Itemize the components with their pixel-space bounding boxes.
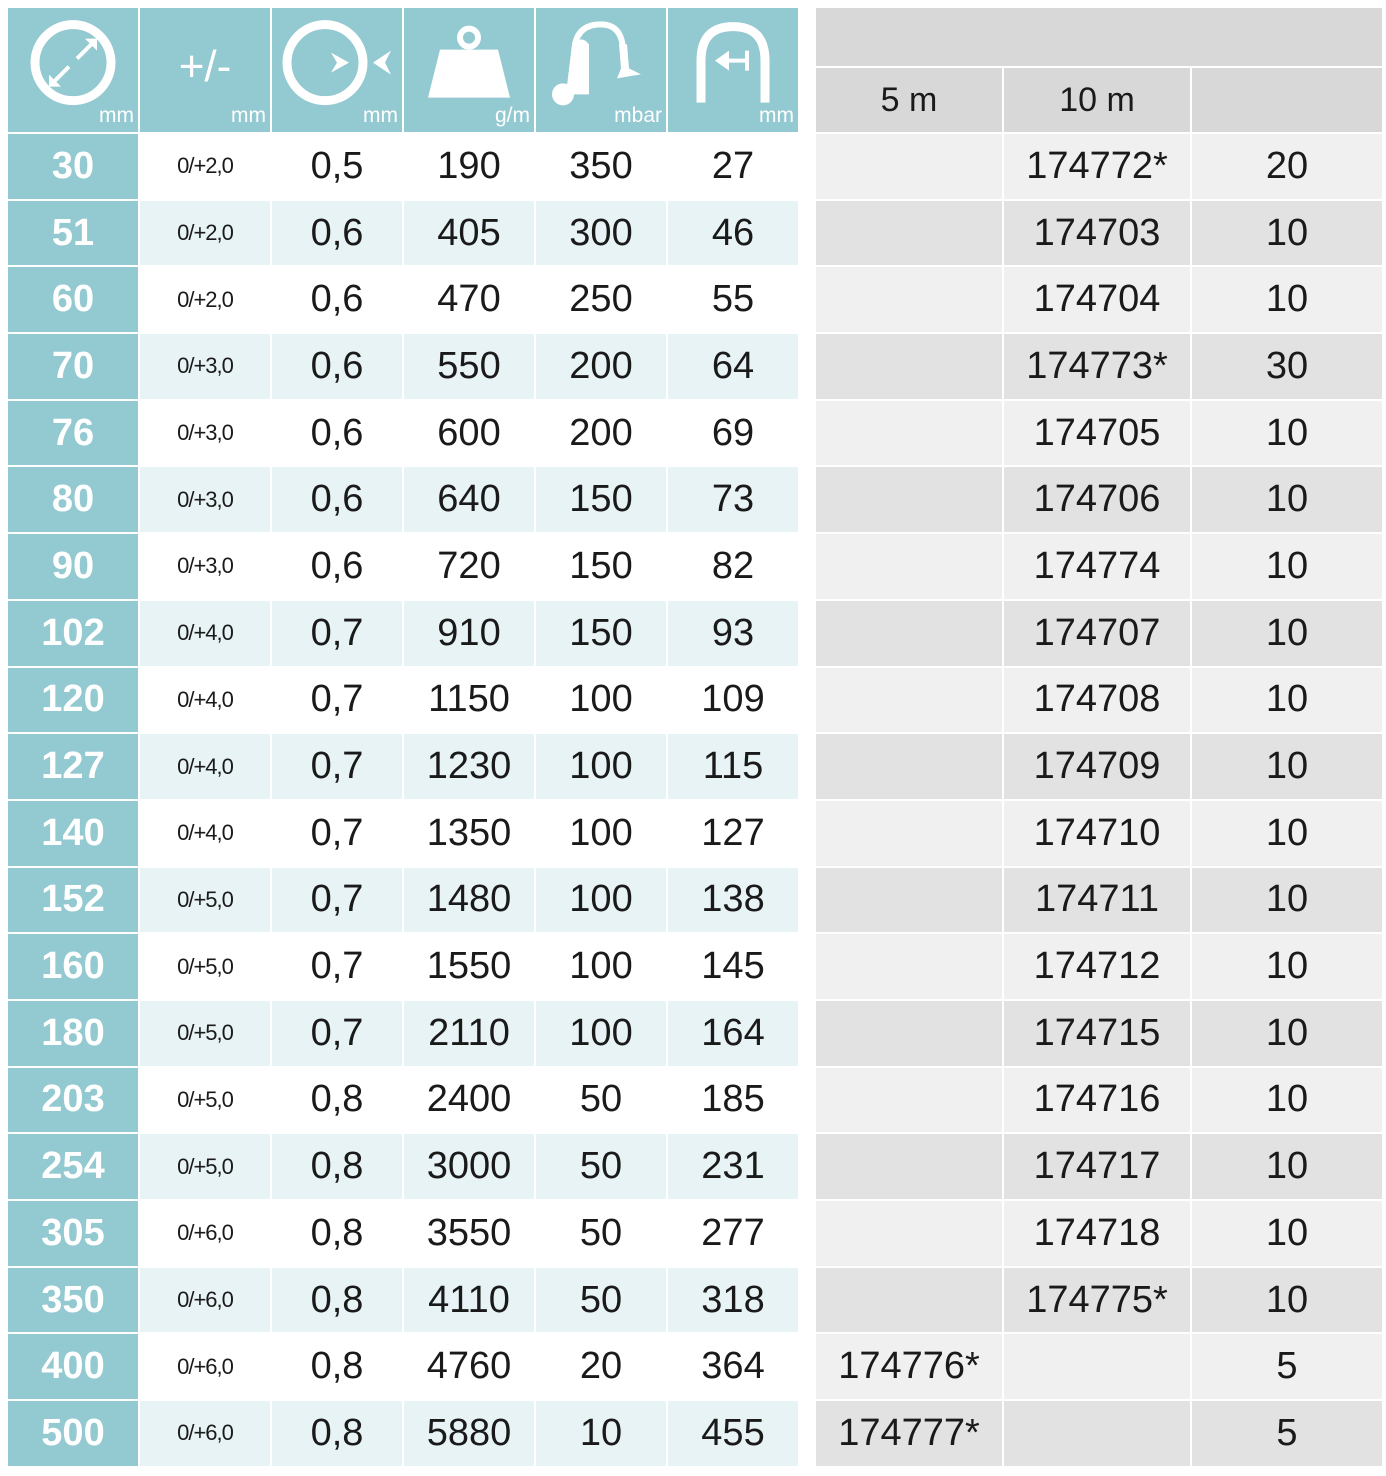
- weight-cell: 4110: [404, 1268, 534, 1333]
- table-row: [8, 1201, 798, 1266]
- tolerance-cell: 0/+4,0: [140, 601, 270, 666]
- quantity-cell: 5: [1192, 1332, 1382, 1399]
- wall-thickness-cell: 0,6: [272, 201, 402, 266]
- weight-cell: 3550: [404, 1201, 534, 1266]
- wall-thickness-cell: 0,6: [272, 534, 402, 599]
- quantity-cell: 30: [1192, 332, 1382, 399]
- bend-radius-cell: 127: [668, 801, 798, 866]
- vacuum-cell: 250: [536, 267, 666, 332]
- unit-label: mbar: [614, 104, 662, 127]
- vacuum-cell: 50: [536, 1134, 666, 1199]
- tolerance-cell: 0/+5,0: [140, 868, 270, 933]
- table-row: [8, 201, 798, 266]
- wall-thickness-cell: 0,7: [272, 868, 402, 933]
- wall-thickness-cell: 0,5: [272, 134, 402, 199]
- weight-cell: 1230: [404, 734, 534, 799]
- vacuum-cell: 150: [536, 534, 666, 599]
- article-10m-cell: 174717: [1004, 1132, 1190, 1199]
- tolerance-cell: 0/+6,0: [140, 1401, 270, 1466]
- col-10m: 10 m: [1004, 66, 1190, 132]
- tolerance-cell: 0/+6,0: [140, 1201, 270, 1266]
- vacuum-cell: 100: [536, 934, 666, 999]
- article-5m-cell: 174777*: [816, 1399, 1002, 1466]
- wall-thickness-cell: 0,7: [272, 601, 402, 666]
- diameter-cell: 102: [8, 601, 138, 666]
- table-row: [8, 1268, 798, 1333]
- bend-radius-cell: 82: [668, 534, 798, 599]
- diameter-cell: 60: [8, 267, 138, 332]
- wall-thickness-cell: 0,8: [272, 1201, 402, 1266]
- wall-thickness-cell: 0,8: [272, 1268, 402, 1333]
- bend-radius-cell: 145: [668, 934, 798, 999]
- header-bend-radius: [668, 8, 798, 132]
- vacuum-cell: 100: [536, 801, 666, 866]
- article-10m-cell: 174704: [1004, 265, 1190, 332]
- wall-thickness-cell: 0,7: [272, 801, 402, 866]
- article-5m-cell: [816, 666, 1002, 733]
- col-qty: [1192, 66, 1382, 132]
- bend-radius-cell: 109: [668, 668, 798, 733]
- article-10m-cell: 174774: [1004, 532, 1190, 599]
- diameter-cell: 30: [8, 134, 138, 199]
- wall-thickness-cell: 0,6: [272, 467, 402, 532]
- table-row: [8, 1401, 798, 1466]
- diameter-cell: 203: [8, 1068, 138, 1133]
- diameter-cell: 140: [8, 801, 138, 866]
- weight-cell: 1480: [404, 868, 534, 933]
- article-10m-cell: 174710: [1004, 799, 1190, 866]
- article-10m-cell: 174775*: [1004, 1266, 1190, 1333]
- tolerance-cell: 0/+4,0: [140, 734, 270, 799]
- bend-radius-cell: 115: [668, 734, 798, 799]
- tolerance-cell: 0/+5,0: [140, 934, 270, 999]
- tolerance-cell: 0/+2,0: [140, 134, 270, 199]
- table-row: [816, 1266, 1382, 1333]
- table-row: [816, 399, 1382, 466]
- specs-header-row: [8, 8, 798, 132]
- quantity-cell: 10: [1192, 399, 1382, 466]
- bend-radius-cell: 27: [668, 134, 798, 199]
- tolerance-cell: 0/+4,0: [140, 801, 270, 866]
- diameter-cell: 305: [8, 1201, 138, 1266]
- bend-radius-cell: 318: [668, 1268, 798, 1333]
- bend-radius-cell: 164: [668, 1001, 798, 1066]
- diameter-icon: [27, 17, 119, 109]
- weight-cell: 720: [404, 534, 534, 599]
- weight-cell: 910: [404, 601, 534, 666]
- table-row: [8, 401, 798, 466]
- table-row: [8, 868, 798, 933]
- quantity-cell: 10: [1192, 732, 1382, 799]
- weight-cell: 640: [404, 467, 534, 532]
- weight-cell: 1350: [404, 801, 534, 866]
- wall-thickness-icon: [279, 17, 395, 109]
- order-header-row: [816, 66, 1382, 132]
- article-5m-cell: [816, 599, 1002, 666]
- wall-thickness-cell: 0,7: [272, 1001, 402, 1066]
- order-header-band: [816, 8, 1382, 66]
- table-row: [816, 532, 1382, 599]
- bend-radius-cell: 46: [668, 201, 798, 266]
- tolerance-icon: +/-: [178, 42, 232, 91]
- quantity-cell: 10: [1192, 932, 1382, 999]
- table-row: [816, 1332, 1382, 1399]
- article-10m-cell: 174709: [1004, 732, 1190, 799]
- article-10m-cell: 174708: [1004, 666, 1190, 733]
- diameter-cell: 80: [8, 467, 138, 532]
- table-row: [8, 668, 798, 733]
- unit-label: g/m: [494, 104, 530, 127]
- table-row: [816, 999, 1382, 1066]
- diameter-cell: 350: [8, 1268, 138, 1333]
- bend-radius-icon: [687, 17, 779, 109]
- table-row: [816, 199, 1382, 266]
- diameter-cell: 500: [8, 1401, 138, 1466]
- article-10m-cell: 174703: [1004, 199, 1190, 266]
- table-row: [816, 1399, 1382, 1466]
- table-row: [8, 467, 798, 532]
- wall-thickness-cell: 0,7: [272, 934, 402, 999]
- tolerance-cell: 0/+3,0: [140, 401, 270, 466]
- article-5m-cell: [816, 1266, 1002, 1333]
- tolerance-cell: 0/+3,0: [140, 534, 270, 599]
- wall-thickness-cell: 0,6: [272, 267, 402, 332]
- article-5m-cell: 174776*: [816, 1332, 1002, 1399]
- diameter-cell: 127: [8, 734, 138, 799]
- quantity-cell: 10: [1192, 666, 1382, 733]
- table-row: [816, 265, 1382, 332]
- vacuum-cell: 20: [536, 1334, 666, 1399]
- diameter-cell: 180: [8, 1001, 138, 1066]
- article-5m-cell: [816, 132, 1002, 199]
- table-row: [816, 132, 1382, 199]
- quantity-cell: 10: [1192, 1199, 1382, 1266]
- vacuum-cell: 200: [536, 401, 666, 466]
- diameter-cell: 152: [8, 868, 138, 933]
- quantity-cell: 10: [1192, 532, 1382, 599]
- article-5m-cell: [816, 1199, 1002, 1266]
- table-row: [8, 934, 798, 999]
- quantity-cell: 10: [1192, 1066, 1382, 1133]
- table-row: [816, 1199, 1382, 1266]
- weight-cell: 2110: [404, 1001, 534, 1066]
- article-10m-cell: 174715: [1004, 999, 1190, 1066]
- article-5m-cell: [816, 199, 1002, 266]
- table-row: [8, 601, 798, 666]
- article-10m-cell: 174773*: [1004, 332, 1190, 399]
- article-10m-cell: 174707: [1004, 599, 1190, 666]
- header-weight: [404, 8, 534, 132]
- table-row: [8, 134, 798, 199]
- article-5m-cell: [816, 999, 1002, 1066]
- article-5m-cell: [816, 732, 1002, 799]
- table-row: [816, 866, 1382, 933]
- table-row: [8, 534, 798, 599]
- quantity-cell: 20: [1192, 132, 1382, 199]
- vacuum-cell: 100: [536, 734, 666, 799]
- table-row: [8, 267, 798, 332]
- weight-cell: 4760: [404, 1334, 534, 1399]
- quantity-cell: 10: [1192, 599, 1382, 666]
- tolerance-cell: 0/+3,0: [140, 467, 270, 532]
- vacuum-cell: 50: [536, 1068, 666, 1133]
- vacuum-cell: 100: [536, 668, 666, 733]
- quantity-cell: 10: [1192, 199, 1382, 266]
- weight-cell: 3000: [404, 1134, 534, 1199]
- table-row: [816, 332, 1382, 399]
- weight-cell: 470: [404, 267, 534, 332]
- article-10m-cell: 174772*: [1004, 132, 1190, 199]
- article-10m-cell: 174711: [1004, 866, 1190, 933]
- article-5m-cell: [816, 1132, 1002, 1199]
- tolerance-cell: 0/+5,0: [140, 1068, 270, 1133]
- table-row: [816, 932, 1382, 999]
- vacuum-cell: 350: [536, 134, 666, 199]
- quantity-cell: 10: [1192, 1132, 1382, 1199]
- diameter-cell: 70: [8, 334, 138, 399]
- tolerance-cell: 0/+3,0: [140, 334, 270, 399]
- vacuum-cell: 300: [536, 201, 666, 266]
- table-row: [816, 599, 1382, 666]
- bend-radius-cell: 73: [668, 467, 798, 532]
- unit-label: mm: [99, 104, 134, 127]
- quantity-cell: 10: [1192, 1266, 1382, 1333]
- table-row: [8, 801, 798, 866]
- article-10m-cell: 174716: [1004, 1066, 1190, 1133]
- article-5m-cell: [816, 265, 1002, 332]
- unit-label: mm: [231, 104, 266, 127]
- diameter-cell: 400: [8, 1334, 138, 1399]
- wall-thickness-cell: 0,7: [272, 734, 402, 799]
- wall-thickness-cell: 0,7: [272, 668, 402, 733]
- article-10m-cell: [1004, 1399, 1190, 1466]
- quantity-cell: 5: [1192, 1399, 1382, 1466]
- bend-radius-cell: 69: [668, 401, 798, 466]
- article-10m-cell: [1004, 1332, 1190, 1399]
- quantity-cell: 10: [1192, 866, 1382, 933]
- table-row: [8, 1068, 798, 1133]
- tolerance-cell: 0/+5,0: [140, 1134, 270, 1199]
- vacuum-cell: 150: [536, 601, 666, 666]
- table-row: [816, 799, 1382, 866]
- article-5m-cell: [816, 866, 1002, 933]
- article-5m-cell: [816, 932, 1002, 999]
- table-row: [816, 732, 1382, 799]
- article-5m-cell: [816, 799, 1002, 866]
- unit-label: mm: [363, 104, 398, 127]
- bend-radius-cell: 55: [668, 267, 798, 332]
- bend-radius-cell: 231: [668, 1134, 798, 1199]
- vacuum-cell: 200: [536, 334, 666, 399]
- bend-radius-cell: 185: [668, 1068, 798, 1133]
- wall-thickness-cell: 0,6: [272, 401, 402, 466]
- wall-thickness-cell: 0,8: [272, 1134, 402, 1199]
- weight-cell: 405: [404, 201, 534, 266]
- article-10m-cell: 174706: [1004, 465, 1190, 532]
- tolerance-cell: 0/+4,0: [140, 668, 270, 733]
- diameter-cell: 120: [8, 668, 138, 733]
- bend-radius-cell: 138: [668, 868, 798, 933]
- table-row: [816, 666, 1382, 733]
- col-5m: 5 m: [816, 66, 1002, 132]
- diameter-cell: 254: [8, 1134, 138, 1199]
- article-10m-cell: 174712: [1004, 932, 1190, 999]
- table-row: [8, 734, 798, 799]
- weight-cell: 1150: [404, 668, 534, 733]
- vacuum-cell: 100: [536, 868, 666, 933]
- diameter-cell: 51: [8, 201, 138, 266]
- table-row: [8, 334, 798, 399]
- article-5m-cell: [816, 399, 1002, 466]
- bend-radius-cell: 277: [668, 1201, 798, 1266]
- vacuum-cell: 100: [536, 1001, 666, 1066]
- quantity-cell: 10: [1192, 799, 1382, 866]
- article-5m-cell: [816, 332, 1002, 399]
- weight-cell: 600: [404, 401, 534, 466]
- unit-label: mm: [759, 104, 794, 127]
- bend-radius-cell: 64: [668, 334, 798, 399]
- bend-radius-cell: 364: [668, 1334, 798, 1399]
- weight-cell: 1550: [404, 934, 534, 999]
- vacuum-cell: 50: [536, 1268, 666, 1333]
- vacuum-icon: [549, 14, 653, 110]
- order-header-top: [816, 8, 1382, 66]
- wall-thickness-cell: 0,8: [272, 1401, 402, 1466]
- specs-table: [6, 6, 800, 1468]
- weight-cell: 2400: [404, 1068, 534, 1133]
- tolerance-cell: 0/+2,0: [140, 201, 270, 266]
- table-row: [8, 1001, 798, 1066]
- diameter-cell: 76: [8, 401, 138, 466]
- article-5m-cell: [816, 1066, 1002, 1133]
- table-row: [816, 1132, 1382, 1199]
- weight-cell: 190: [404, 134, 534, 199]
- vacuum-cell: 10: [536, 1401, 666, 1466]
- bend-radius-cell: 93: [668, 601, 798, 666]
- weight-cell: 550: [404, 334, 534, 399]
- header-wall-thickness: [272, 8, 402, 132]
- table-row: [8, 1134, 798, 1199]
- wall-thickness-cell: 0,6: [272, 334, 402, 399]
- quantity-cell: 10: [1192, 465, 1382, 532]
- diameter-cell: 160: [8, 934, 138, 999]
- table-row: [8, 1334, 798, 1399]
- tolerance-cell: 0/+5,0: [140, 1001, 270, 1066]
- quantity-cell: 10: [1192, 265, 1382, 332]
- tolerance-cell: 0/+6,0: [140, 1268, 270, 1333]
- article-5m-cell: [816, 532, 1002, 599]
- wall-thickness-cell: 0,8: [272, 1334, 402, 1399]
- vacuum-cell: 50: [536, 1201, 666, 1266]
- order-table: [814, 8, 1384, 1466]
- header-tolerance: [140, 8, 270, 132]
- table-row: [816, 1066, 1382, 1133]
- header-diameter: [8, 8, 138, 132]
- tolerance-cell: 0/+6,0: [140, 1334, 270, 1399]
- vacuum-cell: 150: [536, 467, 666, 532]
- header-vacuum: [536, 8, 666, 132]
- quantity-cell: 10: [1192, 999, 1382, 1066]
- table-row: [816, 465, 1382, 532]
- article-10m-cell: 174705: [1004, 399, 1190, 466]
- wall-thickness-cell: 0,8: [272, 1068, 402, 1133]
- tolerance-cell: 0/+2,0: [140, 267, 270, 332]
- weight-cell: 5880: [404, 1401, 534, 1466]
- article-5m-cell: [816, 465, 1002, 532]
- diameter-cell: 90: [8, 534, 138, 599]
- article-10m-cell: 174718: [1004, 1199, 1190, 1266]
- bend-radius-cell: 455: [668, 1401, 798, 1466]
- weight-icon: [424, 24, 514, 104]
